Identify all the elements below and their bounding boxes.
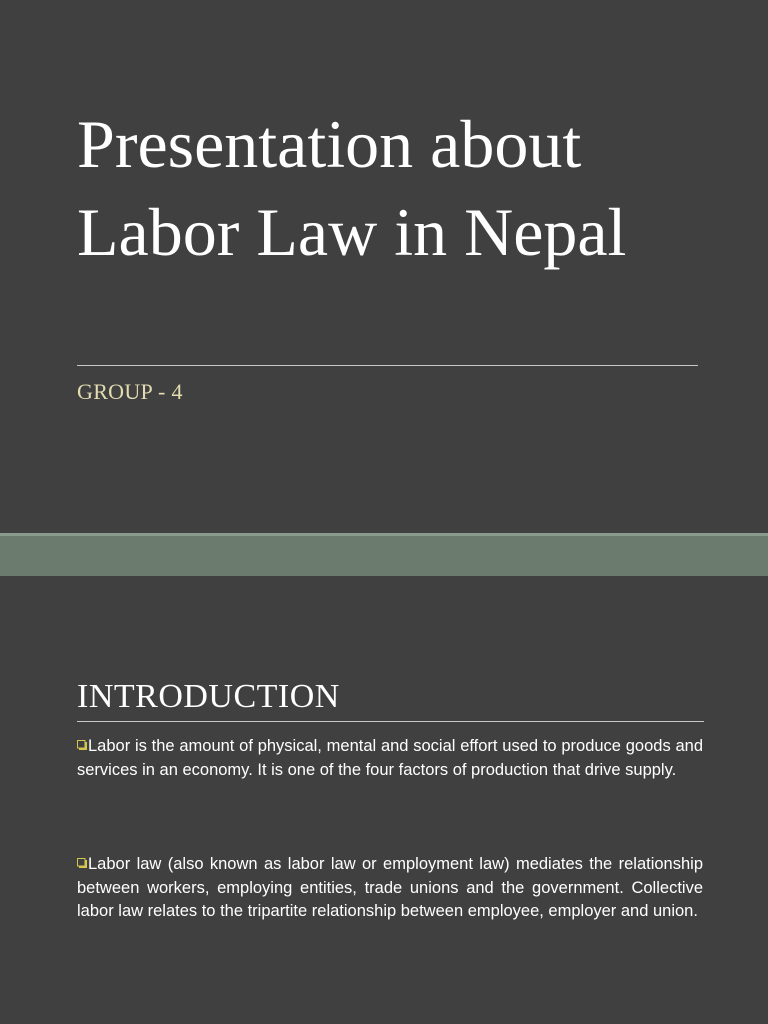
paragraph-labor-law bbox=[77, 853, 703, 924]
checkbox-square-icon bbox=[77, 858, 87, 868]
introduction-slide bbox=[0, 576, 768, 1024]
checkbox-square-icon bbox=[77, 740, 87, 750]
paragraph-labor bbox=[77, 735, 703, 782]
slide-subtitle: GROUP - 4 bbox=[77, 379, 183, 404]
slide-title: Presentation about Labor Law in Nepal bbox=[77, 106, 627, 270]
section-heading: INTRODUCTION bbox=[77, 678, 340, 715]
slide-separator bbox=[0, 533, 768, 576]
paragraph-text: Labor law (also known as labor law or employment law) mediates the relationship between workers, employing entities, trade unions and the government. Collective labor law relates to the tripartite relationship between employee, employer and union. bbox=[77, 855, 703, 920]
title-divider bbox=[77, 365, 698, 366]
paragraph-text: Labor is the amount of physical, mental and social effort used to produce goods and services in an economy. It is one of the four factors of production that drive supply. bbox=[77, 737, 703, 779]
section-divider bbox=[77, 721, 704, 722]
